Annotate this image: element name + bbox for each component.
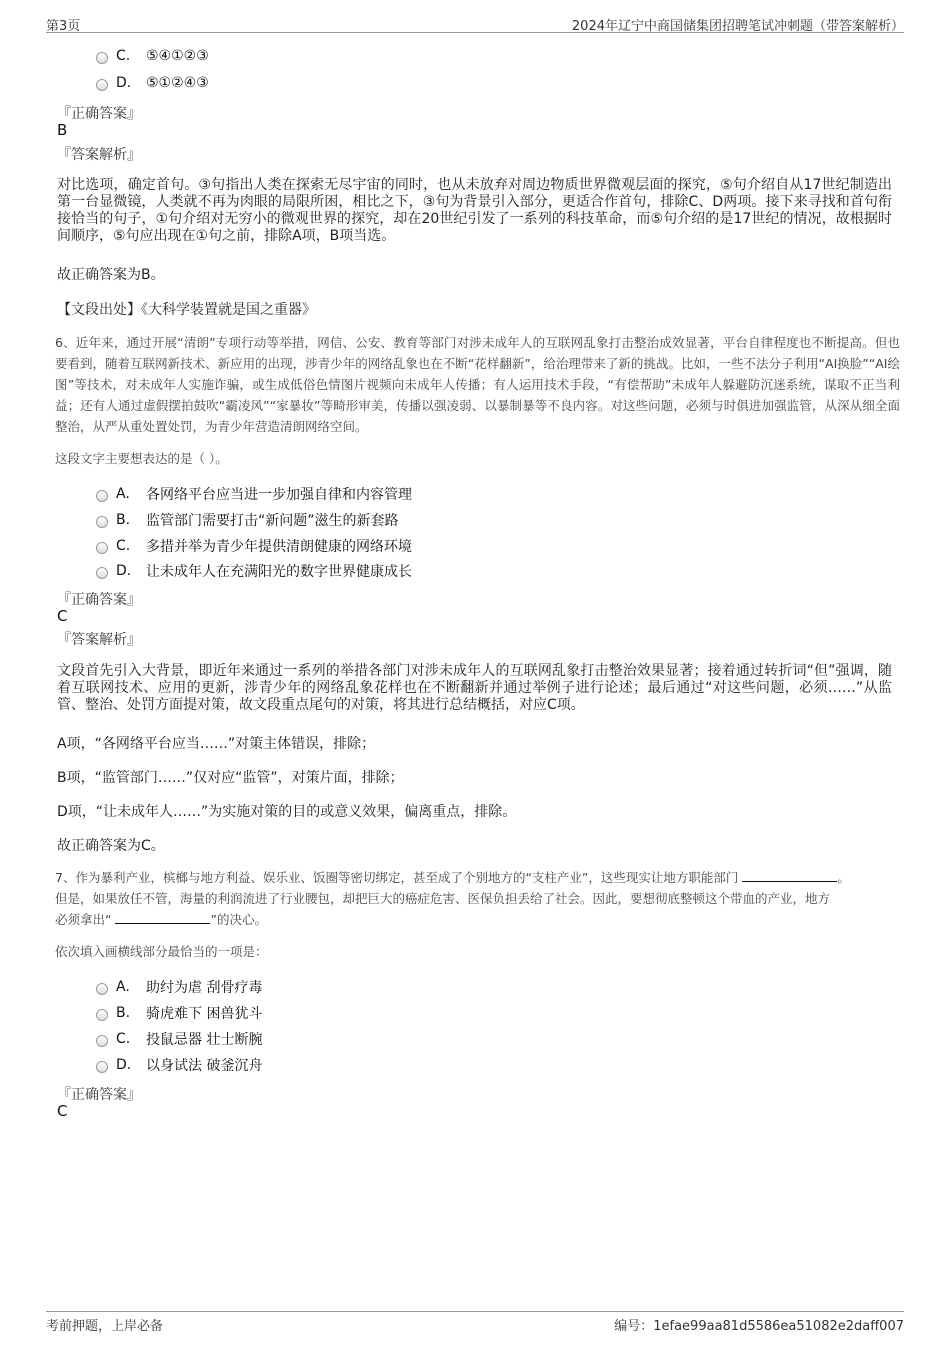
q7-stem-line3-b: ”的决心。 — [210, 912, 267, 927]
option-text: 投鼠忌器 壮士断腕 — [146, 1032, 263, 1048]
q7-stem-part1: 7、作为暴利产业，槟榔与地方利益、娱乐业、饭圈等密切绑定，甚至成了个别地方的“支柱产业”，这些现实让地方职能部门 — [55, 870, 739, 885]
q6-stem: 6、近年来，通过开展“清朗”专项行动等举措，网信、公安、教育等部门对涉未成年人的互联网乱象打击整治成效显著，平台自律程度也不断提高。但也要看到，随着互联网新技术、新应用的出现，涉青少年的网络乱象也在不断“花样翻新”，给治理带来了新的挑战。比如，一些不法分子利用“AI换脸”“AI绘图”等技术，对未成年人实施诈骗，或生成低俗色情图片视频向未成年人传播；有人运用技术手段，“有偿帮助”未成年人躲避防沉迷系统，谋取不正当利益；还有人通过虚假摆拍鼓吹“霸凌风”“家暴妆”等畸形审美，传播以强凌弱、以暴制暴等不良内容。对这些问题，必须与时俱进加强监管，从深从细全面整治，从严从重处置处罚，为青少年营造清朗网络空间。 — [55, 335, 900, 434]
option-letter: D. — [116, 75, 132, 91]
q7-option-d[interactable] — [96, 1055, 262, 1075]
q6-option-c[interactable] — [96, 536, 412, 556]
option-letter: D. — [116, 563, 132, 579]
document-title: 2024年辽宁中商国储集团招聘笔试冲刺题（带答案解析） — [571, 19, 904, 34]
q7-blank-2 — [115, 911, 210, 924]
option-text: 各网络平台应当进一步加强自律和内容管理 — [146, 487, 412, 503]
q6-analysis-text: 文段首先引入大背景，即近年来通过一系列的举措各部门对涉未成年人的互联网乱象打击整治效果显著；接着通过转折词“但”强调，随着互联网技术、应用的更新，涉青少年的网络乱象花样也在不断翻新并通过举例子进行论述；最后通过“对这些问题，必须……”从监管、整治、处罚方面提对策，故文段重点尾句的对策，将其进行总结概括，对应C项。 — [57, 663, 892, 713]
q7-answer-value: C — [57, 1102, 68, 1120]
q5-answer-value: B — [57, 121, 68, 139]
footer-serial — [614, 1315, 904, 1334]
option-text: 多措并举为青少年提供清朗健康的网络环境 — [146, 539, 412, 555]
option-letter: C. — [116, 1031, 131, 1047]
q7-prompt: 依次填入画横线部分最恰当的一项是： — [55, 944, 268, 959]
q7-stem-line3-a: 必须拿出“ — [55, 912, 112, 927]
q7-stem — [55, 867, 915, 930]
q5-analysis-text: 对比选项，确定首句。③句指出人类在探索无尽宇宙的同时，也从未放弃对周边物质世界微观层面的探究，⑤句介绍自从17世纪制造出第一台显微镜，人类就不再为肉眼的局限所困，相比之下，③句为背景引入部分，更适合作首句，排除C、D两项。接下来寻找和首句衔接恰当的句子，①句介绍对无穷小的微观世界的探究，却在20世纪引发了一系列的科技革命，而⑤句介绍的是17世纪的情况，故根据时间顺序，⑤句应出现在①句之前，排除A项，B项当选。 — [57, 177, 892, 244]
radio-button-icon[interactable] — [96, 79, 108, 91]
option-letter: C. — [116, 538, 131, 554]
option-text: 让未成年人在充满阳光的数字世界健康成长 — [146, 564, 412, 580]
radio-button-icon[interactable] — [96, 1061, 108, 1073]
option-letter: B. — [116, 1005, 131, 1021]
q7-answer-label: 『正确答案』 — [57, 1087, 141, 1103]
q7-blank-1 — [742, 869, 837, 882]
q6-prompt: 这段文字主要想表达的是（ ）。 — [55, 451, 228, 466]
option-text: 助纣为虐 刮骨疗毒 — [146, 980, 263, 996]
q7-option-a[interactable] — [96, 977, 262, 997]
option-letter: A. — [116, 979, 130, 995]
page-footer — [46, 1311, 904, 1332]
footer-slogan: 考前押题，上岸必备 — [46, 1319, 164, 1334]
radio-button-icon[interactable] — [96, 567, 108, 579]
q6-option-b[interactable] — [96, 510, 399, 530]
q6-conclusion: 故正确答案为C。 — [57, 838, 165, 854]
radio-button-icon[interactable] — [96, 1009, 108, 1021]
radio-button-icon[interactable] — [96, 983, 108, 995]
q5-analysis-label: 『答案解析』 — [57, 147, 141, 163]
option-text: ⑤①②④③ — [146, 75, 209, 91]
option-letter: B. — [116, 512, 131, 528]
option-letter: C. — [116, 48, 131, 64]
radio-button-icon[interactable] — [96, 1035, 108, 1047]
q5-option-d[interactable] — [96, 75, 209, 91]
radio-button-icon[interactable] — [96, 490, 108, 502]
q7-stem-part2: 。 — [837, 870, 850, 885]
q7-stem-line2: 但是，如果放任不管，海量的利润流进了行业腰包，却把巨大的癌症危害、医保负担丢给了社会。因此，要想彻底整顿这个带血的产业，地方 — [55, 891, 831, 906]
q6-option-d[interactable] — [96, 561, 412, 581]
serial-label: 编号： — [614, 1319, 654, 1334]
page-number: 第3页 — [46, 19, 81, 34]
q6-answer-value: C — [57, 607, 68, 625]
option-text: 监管部门需要打击“新问题”滋生的新套路 — [146, 513, 399, 529]
option-letter: A. — [116, 486, 130, 502]
q5-option-c[interactable] — [96, 48, 209, 64]
q5-answer-label: 『正确答案』 — [57, 106, 141, 122]
serial-number: 1efae99aa81d5586ea51082e2daff007 — [653, 1319, 904, 1334]
q6-answer-label: 『正确答案』 — [57, 592, 141, 608]
radio-button-icon[interactable] — [96, 542, 108, 554]
option-text: ⑤④①②③ — [146, 48, 209, 64]
radio-button-icon[interactable] — [96, 52, 108, 64]
option-text: 骑虎难下 困兽犹斗 — [146, 1006, 263, 1022]
q6-option-a[interactable] — [96, 484, 412, 504]
q5-source: 【文段出处】《大科学装置就是国之重器》 — [57, 302, 316, 318]
q6-elimination-a: A项，“各网络平台应当……”对策主体错误，排除； — [57, 736, 376, 752]
q6-elimination-d: D项，“让未成年人……”为实施对策的目的或意义效果，偏离重点，排除。 — [57, 804, 517, 820]
page-header — [46, 12, 904, 33]
q7-option-c[interactable] — [96, 1029, 262, 1049]
q5-conclusion: 故正确答案为B。 — [57, 267, 165, 283]
q6-analysis-label: 『答案解析』 — [57, 632, 141, 648]
radio-button-icon[interactable] — [96, 516, 108, 528]
option-text: 以身试法 破釜沉舟 — [146, 1058, 263, 1074]
q7-option-b[interactable] — [96, 1003, 262, 1023]
q6-elimination-b: B项，“监管部门……”仅对应“监管”，对策片面，排除； — [57, 770, 404, 786]
option-letter: D. — [116, 1057, 132, 1073]
